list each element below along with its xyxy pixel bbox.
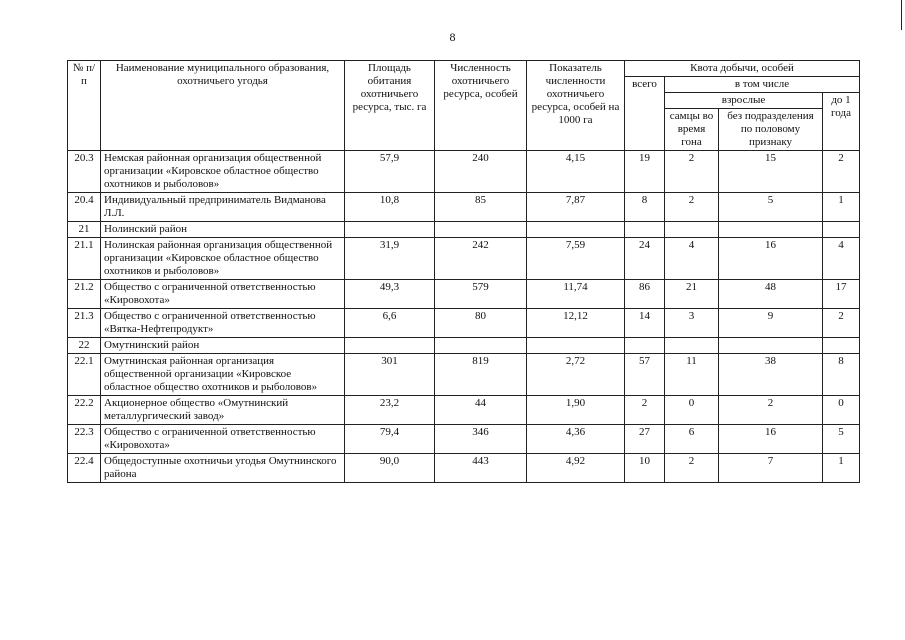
- cell-nosex: 15: [719, 151, 823, 193]
- cell-density: 12,12: [527, 309, 625, 338]
- cell-count: [435, 222, 527, 238]
- cell-area: 23,2: [345, 396, 435, 425]
- cell-count: 819: [435, 354, 527, 396]
- cell-density: 4,15: [527, 151, 625, 193]
- header-name: Наименование муниципального образования, охотничьего угодья: [101, 61, 345, 151]
- header-area: Площадь обитания охотничьего ресурса, тыс. га: [345, 61, 435, 151]
- table-row: [68, 193, 860, 222]
- cell-name: Нолинская районная организация общественной организации «Кировское областное общество охотников и рыболовов»: [101, 238, 345, 280]
- table-row: [68, 454, 860, 483]
- header-density: Показатель численности охотничьего ресурса, особей на 1000 га: [527, 61, 625, 151]
- cell-males: 3: [665, 309, 719, 338]
- cell-count: [435, 338, 527, 354]
- cell-area: 301: [345, 354, 435, 396]
- header-num: № п/п: [68, 61, 101, 151]
- cell-area: [345, 338, 435, 354]
- cell-total: 57: [625, 354, 665, 396]
- cell-num: 20.3: [68, 151, 101, 193]
- cell-total: 14: [625, 309, 665, 338]
- cell-young: 1: [823, 193, 860, 222]
- cell-density: 4,92: [527, 454, 625, 483]
- table-row: [68, 396, 860, 425]
- cell-count: 242: [435, 238, 527, 280]
- cell-area: 79,4: [345, 425, 435, 454]
- table-row: [68, 354, 860, 396]
- cell-name: Индивидуальный предприниматель Видманова Л.Л.: [101, 193, 345, 222]
- cell-area: 31,9: [345, 238, 435, 280]
- table-row: [68, 309, 860, 338]
- cell-count: 443: [435, 454, 527, 483]
- header-under1: до 1 года: [823, 93, 860, 151]
- table-row: [68, 425, 860, 454]
- cell-nosex: 5: [719, 193, 823, 222]
- cell-area: 90,0: [345, 454, 435, 483]
- cell-males: 11: [665, 354, 719, 396]
- cell-count: 579: [435, 280, 527, 309]
- quota-table: [67, 60, 860, 483]
- table-row: [68, 280, 860, 309]
- cell-nosex: [719, 338, 823, 354]
- header-count: Численность охотничьего ресурса, особей: [435, 61, 527, 151]
- cell-num: 21.3: [68, 309, 101, 338]
- cell-total: 19: [625, 151, 665, 193]
- table-row: [68, 238, 860, 280]
- cell-total: 10: [625, 454, 665, 483]
- cell-males: 2: [665, 454, 719, 483]
- cell-density: 7,59: [527, 238, 625, 280]
- cell-name: Акционерное общество «Омутнинский металлургический завод»: [101, 396, 345, 425]
- cell-count: 240: [435, 151, 527, 193]
- table-row: [68, 222, 860, 238]
- page-edge-line: [901, 0, 902, 30]
- cell-young: 17: [823, 280, 860, 309]
- cell-count: 44: [435, 396, 527, 425]
- header-adults: взрослые: [665, 93, 823, 109]
- table-body: [68, 151, 860, 483]
- cell-males: 2: [665, 151, 719, 193]
- cell-males: 21: [665, 280, 719, 309]
- cell-area: 49,3: [345, 280, 435, 309]
- cell-males: 0: [665, 396, 719, 425]
- cell-name: Общество с ограниченной ответственностью «Кировохота»: [101, 425, 345, 454]
- table-header: [68, 61, 860, 151]
- cell-nosex: 16: [719, 238, 823, 280]
- header-total: всего: [625, 77, 665, 151]
- cell-total: 24: [625, 238, 665, 280]
- cell-num: 22.3: [68, 425, 101, 454]
- cell-num: 21: [68, 222, 101, 238]
- cell-density: 4,36: [527, 425, 625, 454]
- header-males-rut: самцы во время гона: [665, 109, 719, 151]
- header-quota: Квота добычи, особей: [625, 61, 860, 77]
- cell-total: 8: [625, 193, 665, 222]
- cell-young: 5: [823, 425, 860, 454]
- cell-nosex: [719, 222, 823, 238]
- cell-area: 57,9: [345, 151, 435, 193]
- cell-young: 1: [823, 454, 860, 483]
- cell-young: 8: [823, 354, 860, 396]
- cell-density: 11,74: [527, 280, 625, 309]
- cell-young: 2: [823, 309, 860, 338]
- cell-nosex: 16: [719, 425, 823, 454]
- cell-nosex: 38: [719, 354, 823, 396]
- cell-males: 4: [665, 238, 719, 280]
- table-row: [68, 151, 860, 193]
- cell-area: [345, 222, 435, 238]
- cell-males: 6: [665, 425, 719, 454]
- cell-density: [527, 222, 625, 238]
- cell-young: 0: [823, 396, 860, 425]
- cell-density: [527, 338, 625, 354]
- page-number: 8: [449, 30, 456, 44]
- cell-name: Омутнинская районная организация общественной организации «Кировское областное общество охотников и рыболовов»: [101, 354, 345, 396]
- cell-density: 2,72: [527, 354, 625, 396]
- cell-num: 21.2: [68, 280, 101, 309]
- cell-count: 346: [435, 425, 527, 454]
- header-including: в том числе: [665, 77, 860, 93]
- cell-total: 27: [625, 425, 665, 454]
- cell-young: [823, 338, 860, 354]
- cell-area: 10,8: [345, 193, 435, 222]
- cell-num: 21.1: [68, 238, 101, 280]
- cell-males: [665, 338, 719, 354]
- cell-young: [823, 222, 860, 238]
- cell-density: 1,90: [527, 396, 625, 425]
- cell-num: 22.2: [68, 396, 101, 425]
- cell-nosex: 9: [719, 309, 823, 338]
- cell-total: 86: [625, 280, 665, 309]
- cell-name: Немская районная организация общественной организации «Кировское областное общество охотников и рыболовов»: [101, 151, 345, 193]
- cell-area: 6,6: [345, 309, 435, 338]
- cell-young: 4: [823, 238, 860, 280]
- cell-nosex: 2: [719, 396, 823, 425]
- cell-total: [625, 338, 665, 354]
- cell-total: 2: [625, 396, 665, 425]
- cell-young: 2: [823, 151, 860, 193]
- cell-count: 85: [435, 193, 527, 222]
- cell-num: 22.1: [68, 354, 101, 396]
- cell-name: Общедоступные охотничьи угодья Омутнинского района: [101, 454, 345, 483]
- cell-males: 2: [665, 193, 719, 222]
- cell-name: Нолинский район: [101, 222, 345, 238]
- cell-nosex: 48: [719, 280, 823, 309]
- cell-num: 22: [68, 338, 101, 354]
- cell-name: Общество с ограниченной ответственностью «Вятка-Нефтепродукт»: [101, 309, 345, 338]
- cell-total: [625, 222, 665, 238]
- cell-males: [665, 222, 719, 238]
- cell-num: 22.4: [68, 454, 101, 483]
- cell-nosex: 7: [719, 454, 823, 483]
- table-row: [68, 338, 860, 354]
- cell-num: 20.4: [68, 193, 101, 222]
- cell-count: 80: [435, 309, 527, 338]
- cell-name: Омутнинский район: [101, 338, 345, 354]
- header-no-sex: без подразделения по половому признаку: [719, 109, 823, 151]
- cell-name: Общество с ограниченной ответственностью «Кировохота»: [101, 280, 345, 309]
- cell-density: 7,87: [527, 193, 625, 222]
